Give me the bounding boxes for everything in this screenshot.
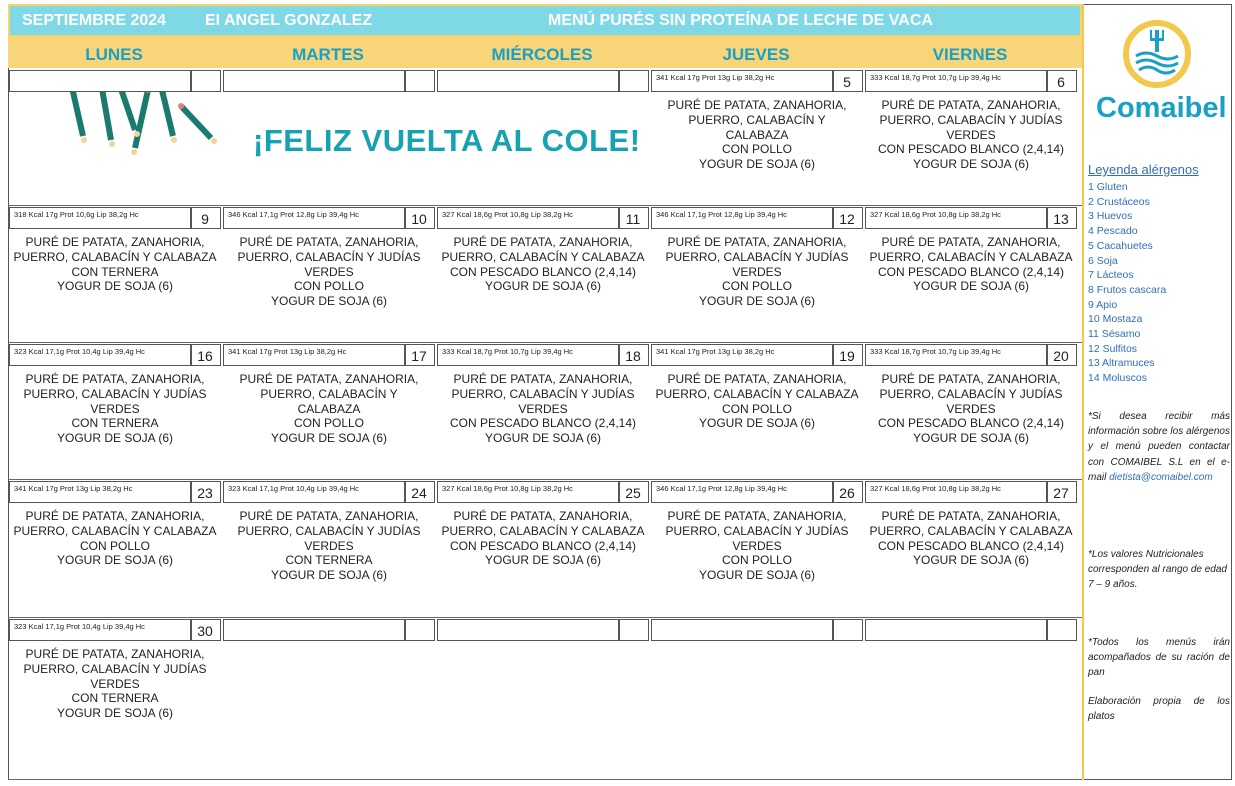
day-friday: VIERNES: [932, 45, 1008, 64]
nutrition-info: 341 Kcal 17g Prot 13g Lip 38,2g Hc: [656, 347, 775, 356]
sidebar: [1082, 4, 1232, 780]
weekday-header: [8, 37, 1082, 68]
nutrition-cell: [437, 70, 619, 92]
dish-line: CON TERNERA: [71, 691, 159, 706]
nutrition-info: 327 Kcal 18,6g Prot 10,8g Lip 38,2g Hc: [442, 484, 573, 493]
dish-line: CON POLLO: [79, 538, 151, 553]
dish-line: PUERRO, CALABACÍN Y CALABAZA: [869, 523, 1073, 538]
day-number: 18: [625, 348, 641, 364]
dish-line: PURÉ DE PATATA, ZANAHORIA,: [667, 372, 847, 386]
nutrition-info: 327 Kcal 18,6g Prot 10,8g Lip 38,2g Hc: [870, 210, 1001, 219]
dish-description: [222, 235, 436, 309]
dish-line: YOGUR DE SOJA (6): [270, 294, 388, 309]
dish-line: PUERRO, CALABACÍN Y JUDÍAS: [237, 249, 421, 264]
dish-line: YOGUR DE SOJA (6): [698, 294, 816, 309]
dish-description: [8, 509, 222, 568]
day-number: 17: [411, 348, 427, 364]
allergen-legend: [1088, 180, 1166, 386]
allergen-item: 13 Altramuces: [1088, 357, 1155, 370]
dish-line: VERDES: [304, 538, 354, 553]
dish-line: PUERRO, CALABACÍN Y CALABAZA: [13, 249, 217, 264]
day-number: 30: [197, 623, 213, 639]
dish-line: PUERRO, CALABACÍN Y JUDÍAS: [237, 523, 421, 538]
dish-line: VERDES: [946, 127, 996, 142]
dish-description: [864, 372, 1078, 446]
row-divider: [8, 479, 1082, 480]
day-number: 5: [843, 74, 851, 90]
dish-line: PURÉ DE PATATA, ZANAHORIA,: [25, 509, 205, 523]
allergen-legend-title: Leyenda alérgenos: [1088, 162, 1199, 177]
day-number-cell: [833, 619, 863, 641]
email-link[interactable]: dietista@comaibel.com: [1109, 471, 1213, 483]
dish-line: YOGUR DE SOJA (6): [912, 553, 1030, 568]
dish-line: PUERRO, CALABACÍN Y JUDÍAS: [879, 386, 1063, 401]
allergen-item: 1 Gluten: [1088, 181, 1128, 193]
dish-line: PURÉ DE PATATA, ZANAHORIA,: [25, 372, 205, 386]
allergen-item: 3 Huevos: [1088, 210, 1133, 223]
dish-line: PUERRO, CALABACÍN Y: [260, 386, 398, 401]
row-divider: [8, 205, 1082, 206]
dish-line: YOGUR DE SOJA (6): [56, 706, 174, 721]
day-wednesday: MIÉRCOLES: [491, 45, 593, 64]
day-number-cell: [405, 70, 435, 92]
row-divider: [8, 779, 1082, 780]
nutrition-info: 323 Kcal 17,1g Prot 10,4g Lip 39,4g Hc: [228, 484, 359, 493]
nutrition-info: 323 Kcal 17,1g Prot 10,4g Lip 39,4g Hc: [14, 347, 145, 356]
day-number: 20: [1053, 348, 1069, 364]
dish-line: PURÉ DE PATATA, ZANAHORIA,: [667, 509, 847, 523]
nutrition-info: 327 Kcal 18,6g Prot 10,8g Lip 38,2g Hc: [442, 210, 573, 219]
dish-line: PUERRO, CALABACÍN Y JUDÍAS: [665, 523, 849, 538]
row-divider: [8, 342, 1082, 343]
info-note: [1088, 409, 1230, 485]
dish-description: [650, 235, 864, 309]
comaibel-logo: [1084, 16, 1234, 131]
dish-line: YOGUR DE SOJA (6): [270, 431, 388, 446]
dish-line: VERDES: [304, 264, 354, 279]
dish-line: CON TERNERA: [71, 416, 159, 431]
dish-line: YOGUR DE SOJA (6): [56, 553, 174, 568]
day-number-cell: [619, 619, 649, 641]
dish-line: VERDES: [946, 401, 996, 416]
dish-line: YOGUR DE SOJA (6): [484, 431, 602, 446]
nutrition-info: 346 Kcal 17,1g Prot 12,8g Lip 39,4g Hc: [656, 484, 787, 493]
dish-line: PURÉ DE PATATA, ZANAHORIA,: [667, 235, 847, 249]
dish-line: CON PESCADO BLANCO (2,4,14): [877, 264, 1065, 279]
nutrition-cell: [865, 619, 1047, 641]
dish-line: YOGUR DE SOJA (6): [912, 157, 1030, 172]
day-monday: LUNES: [85, 45, 143, 64]
day-number-cell: [619, 70, 649, 92]
nutrition-info: 341 Kcal 17g Prot 13g Lip 38,2g Hc: [228, 347, 347, 356]
menu-title: MENÚ PURÉS SIN PROTEÍNA DE LECHE DE VACA: [548, 12, 933, 29]
dish-line: PUERRO, CALABACÍN Y JUDÍAS: [665, 249, 849, 264]
dish-line: VERDES: [518, 401, 568, 416]
dish-description: [864, 509, 1078, 568]
day-number: 16: [197, 348, 213, 364]
dish-line: YOGUR DE SOJA (6): [484, 553, 602, 568]
day-number: 11: [625, 211, 641, 227]
dish-line: CON PESCADO BLANCO (2,4,14): [877, 416, 1065, 431]
dish-line: VERDES: [732, 264, 782, 279]
allergen-item: 7 Lácteos: [1088, 269, 1134, 282]
day-number-cell: [191, 70, 221, 92]
title-bar: [8, 4, 1082, 37]
dish-line: YOGUR DE SOJA (6): [484, 279, 602, 294]
school-name: EI ANGEL GONZALEZ: [205, 12, 373, 29]
allergen-item: 2 Crustáceos: [1088, 195, 1150, 208]
day-number-cell: [1047, 619, 1077, 641]
dish-line: PUERRO, CALABACÍN Y CALABAZA: [869, 249, 1073, 264]
dish-line: YOGUR DE SOJA (6): [698, 568, 816, 583]
allergen-item: 10 Mostaza: [1088, 313, 1143, 326]
dish-description: [8, 235, 222, 294]
dish-line: CON TERNERA: [71, 264, 159, 279]
brand-name: Comaibel: [1096, 92, 1227, 124]
info-note-text: *Si desea recibir más información sobre los alérgenos y el menú pueden contactar con COMAIBEL S.L en el e-mail: [1088, 411, 1230, 483]
dish-line: PURÉ DE PATATA, ZANAHORIA,: [453, 509, 633, 523]
dish-description: [864, 98, 1078, 172]
dish-line: CON POLLO: [721, 401, 793, 416]
dish-description: [436, 372, 650, 446]
dish-line: CALABAZA: [297, 401, 361, 416]
day-number: 9: [201, 211, 209, 227]
nutrition-cell: [223, 70, 405, 92]
dish-description: [8, 647, 222, 721]
nutrition-info: 333 Kcal 18,7g Prot 10,7g Lip 39,4g Hc: [442, 347, 573, 356]
dish-line: CALABAZA: [725, 127, 789, 142]
nutrition-info: 323 Kcal 17,1g Prot 10,4g Lip 39,4g Hc: [14, 622, 145, 631]
dish-line: VERDES: [90, 676, 140, 691]
allergen-item: 12 Sulfitos: [1088, 342, 1138, 355]
allergen-item: 9 Apio: [1088, 298, 1118, 311]
allergen-item: 5 Cacahuetes: [1088, 239, 1153, 252]
dish-line: YOGUR DE SOJA (6): [912, 279, 1030, 294]
dish-line: PURÉ DE PATATA, ZANAHORIA,: [881, 235, 1061, 249]
dish-line: PURÉ DE PATATA, ZANAHORIA,: [881, 98, 1061, 112]
nutrition-cell: [9, 70, 191, 92]
dish-line: PUERRO, CALABACÍN Y CALABAZA: [441, 249, 645, 264]
dish-description: [650, 509, 864, 583]
dish-line: YOGUR DE SOJA (6): [698, 157, 816, 172]
dish-line: PUERRO, CALABACÍN Y JUDÍAS: [23, 661, 207, 676]
dish-line: PUERRO, CALABACÍN Y: [688, 112, 826, 127]
dish-description: [222, 509, 436, 583]
dish-line: PUERRO, CALABACÍN Y CALABAZA: [13, 523, 217, 538]
nutrition-info: 333 Kcal 18,7g Prot 10,7g Lip 39,4g Hc: [870, 347, 1001, 356]
calendar-grid: [8, 68, 1082, 780]
row-divider: [8, 617, 1082, 618]
month-label: SEPTIEMBRE 2024: [22, 12, 167, 29]
dish-line: YOGUR DE SOJA (6): [270, 568, 388, 583]
dish-line: PURÉ DE PATATA, ZANAHORIA,: [25, 235, 205, 249]
dish-line: CON TERNERA: [285, 553, 373, 568]
day-number: 12: [839, 211, 855, 227]
allergen-item: 14 Moluscos: [1088, 372, 1147, 385]
dish-line: CON POLLO: [721, 279, 793, 294]
day-number: 19: [839, 348, 855, 364]
dish-line: PURÉ DE PATATA, ZANAHORIA,: [239, 235, 419, 249]
dish-line: YOGUR DE SOJA (6): [698, 416, 816, 431]
dish-description: [650, 372, 864, 431]
dish-description: [222, 372, 436, 446]
allergen-item: 4 Pescado: [1088, 225, 1138, 238]
nutrition-cell: [651, 619, 833, 641]
dish-line: CON PESCADO BLANCO (2,4,14): [449, 538, 637, 553]
dish-description: [650, 98, 864, 172]
dish-line: PURÉ DE PATATA, ZANAHORIA,: [453, 372, 633, 386]
dish-line: CON PESCADO BLANCO (2,4,14): [449, 264, 637, 279]
dish-line: CON POLLO: [721, 553, 793, 568]
dish-line: PURÉ DE PATATA, ZANAHORIA,: [881, 509, 1061, 523]
dish-line: CON POLLO: [293, 279, 365, 294]
day-number: 26: [839, 485, 855, 501]
dish-line: PUERRO, CALABACÍN Y CALABAZA: [441, 523, 645, 538]
day-number: 23: [197, 485, 213, 501]
dish-line: PURÉ DE PATATA, ZANAHORIA,: [25, 647, 205, 661]
dish-line: PURÉ DE PATATA, ZANAHORIA,: [881, 372, 1061, 386]
dish-line: CON PESCADO BLANCO (2,4,14): [449, 416, 637, 431]
day-number-cell: [405, 619, 435, 641]
dish-description: [436, 235, 650, 294]
dish-description: [436, 509, 650, 568]
allergen-item: 8 Frutos cascara: [1088, 283, 1167, 296]
day-number: 10: [411, 211, 427, 227]
nutrition-cell: [223, 619, 405, 641]
dish-line: YOGUR DE SOJA (6): [56, 279, 174, 294]
back-to-school-banner: ¡FELIZ VUELTA AL COLE!: [253, 123, 641, 158]
dish-description: [8, 372, 222, 446]
own-preparation-note: Elaboración propia de los platos: [1088, 696, 1230, 723]
nutrition-info: 346 Kcal 17,1g Prot 12,8g Lip 39,4g Hc: [228, 210, 359, 219]
day-number: 24: [411, 485, 427, 501]
nutrition-note: *Los valores Nutricionales corresponden al rango de edad 7 – 9 años.: [1088, 549, 1227, 591]
nutrition-info: 318 Kcal 17g Prot 10,6g Lip 38,2g Hc: [14, 210, 139, 219]
day-number: 27: [1053, 485, 1069, 501]
dish-line: PUERRO, CALABACÍN Y JUDÍAS: [23, 386, 207, 401]
nutrition-info: 341 Kcal 17g Prot 13g Lip 38,2g Hc: [656, 73, 775, 82]
dish-description: [864, 235, 1078, 294]
dish-line: PUERRO, CALABACÍN Y CALABAZA: [655, 386, 859, 401]
dish-line: CON POLLO: [721, 142, 793, 157]
nutrition-info: 333 Kcal 18,7g Prot 10,7g Lip 39,4g Hc: [870, 73, 1001, 82]
nutrition-info: 341 Kcal 17g Prot 13g Lip 38,2g Hc: [14, 484, 133, 493]
dish-line: YOGUR DE SOJA (6): [912, 431, 1030, 446]
dish-line: VERDES: [732, 538, 782, 553]
day-tuesday: MARTES: [292, 45, 364, 64]
allergen-item: 6 Soja: [1088, 254, 1118, 267]
day-number: 13: [1053, 211, 1069, 227]
dish-line: YOGUR DE SOJA (6): [56, 431, 174, 446]
nutrition-info: 327 Kcal 18,6g Prot 10,8g Lip 38,2g Hc: [870, 484, 1001, 493]
day-thursday: JUEVES: [722, 45, 790, 64]
bread-note: *Todos los menús irán acompañados de su ración de pan: [1088, 637, 1230, 679]
dish-line: PURÉ DE PATATA, ZANAHORIA,: [453, 235, 633, 249]
day-number: 6: [1057, 74, 1065, 90]
dish-line: PUERRO, CALABACÍN Y JUDÍAS: [879, 112, 1063, 127]
allergen-item: 11 Sésamo: [1088, 328, 1141, 341]
nutrition-cell: [437, 619, 619, 641]
nutrition-info: 346 Kcal 17,1g Prot 12,8g Lip 39,4g Hc: [656, 210, 787, 219]
dish-line: PURÉ DE PATATA, ZANAHORIA,: [667, 98, 847, 112]
dish-line: CON POLLO: [293, 416, 365, 431]
dish-line: PUERRO, CALABACÍN Y JUDÍAS: [451, 386, 635, 401]
dish-line: VERDES: [90, 401, 140, 416]
dish-line: CON PESCADO BLANCO (2,4,14): [877, 538, 1065, 553]
dish-line: CON PESCADO BLANCO (2,4,14): [877, 142, 1065, 157]
day-number: 25: [625, 485, 641, 501]
dish-line: PURÉ DE PATATA, ZANAHORIA,: [239, 509, 419, 523]
dish-line: PURÉ DE PATATA, ZANAHORIA,: [239, 372, 419, 386]
